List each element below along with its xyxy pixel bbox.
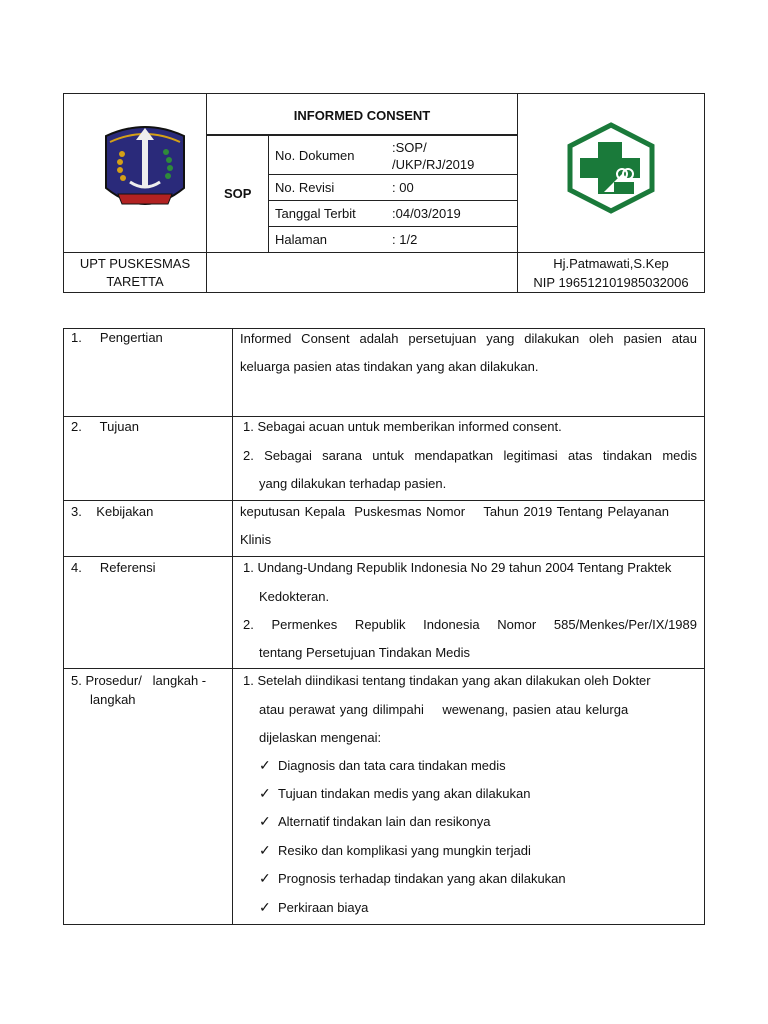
checklist-item-text: Prognosis terhadap tindakan yang akan dilakukan <box>278 871 566 886</box>
sop-label: SOP <box>224 186 252 201</box>
kebijakan-text-line2: Klinis <box>240 532 272 547</box>
org-name-line2: TARETTA <box>106 274 164 289</box>
checklist-item-text: Tujuan tindakan medis yang akan dilakukan <box>278 786 531 801</box>
row-label-kebijakan: 3. Kebijakan <box>71 504 154 519</box>
field-value-no-dokumen-line1: :SOP/ <box>392 140 427 155</box>
row-label-prosedur-line2: langkah <box>90 692 136 707</box>
referensi-item-2-line2: tentang Persetujuan Tindakan Medis <box>259 645 471 660</box>
checkmark-icon: ✓ <box>259 757 271 773</box>
org-name-line1: UPT PUSKESMAS <box>79 256 191 271</box>
field-label-halaman: Halaman <box>275 232 328 247</box>
checklist-item-text: Diagnosis dan tata cara tindakan medis <box>278 758 506 773</box>
row-label-pengertian: 1. Pengertian <box>71 330 163 345</box>
field-label-no-revisi: No. Revisi <box>275 180 335 195</box>
signer-name: Hj.Patmawati,S.Kep <box>553 256 669 271</box>
field-label-no-dokumen: No. Dokumen <box>275 148 355 163</box>
checkmark-icon: ✓ <box>259 870 271 886</box>
tujuan-item-1: 1. Sebagai acuan untuk memberikan informed consent. <box>243 419 562 434</box>
referensi-item-1-line2: Kedokteran. <box>259 589 330 604</box>
tujuan-item-2-line1: 2. Sebagai sarana untuk mendapatkan legitimasi atas tindakan medis <box>243 448 697 463</box>
pengertian-text-line1: Informed Consent adalah persetujuan yang dilakukan oleh pasien atau <box>240 331 697 346</box>
checkmark-icon: ✓ <box>259 813 271 829</box>
tujuan-item-2-line2: yang dilakukan terhadap pasien. <box>259 476 447 491</box>
document-title: INFORMED CONSENT <box>293 108 431 123</box>
checkmark-icon: ✓ <box>259 785 271 801</box>
puskesmas-logo <box>564 122 658 214</box>
checklist-item-text: Alternatif tindakan lain dan resikonya <box>278 814 491 829</box>
referensi-item-2-line1: 2. Permenkes Republik Indonesia Nomor 585/Menkes/Per/IX/1989 <box>243 617 697 632</box>
field-value-halaman: : 1/2 <box>392 232 418 247</box>
coat-of-arms-logo <box>100 118 190 216</box>
field-value-no-dokumen-line2: /UKP/RJ/2019 <box>392 157 475 172</box>
referensi-item-1-line1: 1. Undang-Undang Republik Indonesia No 29 tahun 2004 Tentang Praktek <box>243 560 672 575</box>
checklist-item-text: Perkiraan biaya <box>278 900 369 915</box>
field-value-no-revisi: : 00 <box>392 180 414 195</box>
kebijakan-text-line1: keputusan Kepala Puskesmas Nomor Tahun 2019 Tentang Pelayanan <box>240 504 669 519</box>
pengertian-text-line2: keluarga pasien atas tindakan yang akan dilakukan. <box>240 359 539 374</box>
field-value-tanggal-terbit: :04/03/2019 <box>392 206 461 221</box>
prosedur-intro-line3: dijelaskan mengenai: <box>259 730 382 745</box>
checkmark-icon: ✓ <box>259 842 271 858</box>
row-label-tujuan: 2. Tujuan <box>71 419 139 434</box>
row-label-referensi: 4. Referensi <box>71 560 156 575</box>
prosedur-intro-line1: 1. Setelah diindikasi tentang tindakan yang akan dilakukan oleh Dokter <box>243 673 651 688</box>
prosedur-intro-line2: atau perawat yang dilimpahi wewenang, pasien atau kelurga <box>259 702 629 717</box>
field-label-tanggal-terbit: Tanggal Terbit <box>275 206 356 221</box>
signer-nip: NIP 196512101985032006 <box>533 275 689 290</box>
checklist-item-text: Resiko dan komplikasi yang mungkin terjadi <box>278 843 531 858</box>
checkmark-icon: ✓ <box>259 899 271 915</box>
row-label-prosedur-line1: 5. Prosedur/ langkah - <box>71 673 207 688</box>
